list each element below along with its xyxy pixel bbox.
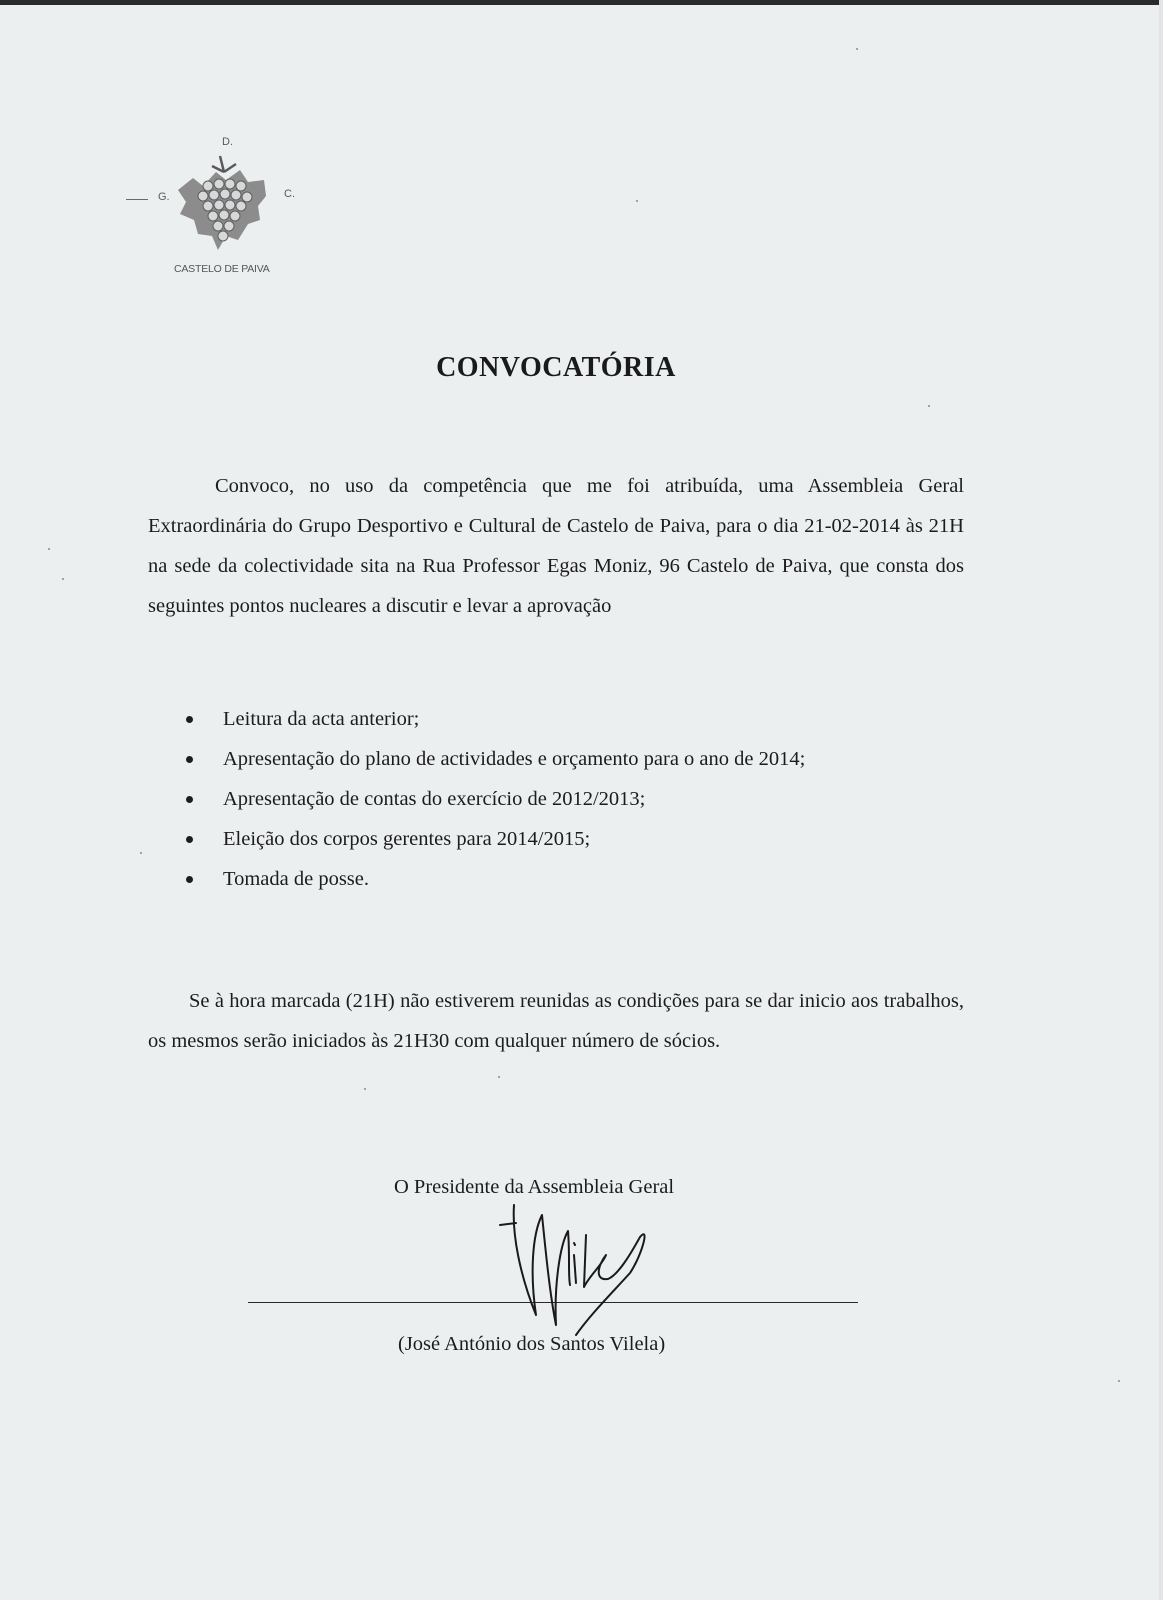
signature-role: O Presidente da Assembleia Geral [394,1176,675,1198]
scan-speck [140,852,142,854]
logo-letter-c: C. [284,188,295,200]
document-title: CONVOCATÓRIA [436,352,676,383]
agenda-item-text: Eleição dos corpos gerentes para 2014/2015; [223,828,591,850]
scan-speck [856,48,858,50]
agenda-item-text: Tomada de posse. [223,868,370,890]
agenda-list [186,699,805,899]
agenda-item-text: Apresentação do plano de actividades e orçamento para o ano de 2014; [223,748,806,770]
logo-dash [126,199,148,200]
intro-paragraph: Convoco, no uso da competência que me foi atribuída, uma Assembleia Geral Extraordinária do Grupo Desportivo e Cultural de Castelo de Paiva, para o dia 21-02-2014 às 21H na sede da colectividade sita na Rua Professor Egas Moniz, 96 Castelo de Paiva, que consta dos seguintes pontos nucleares a discutir e levar a aprovação [148,475,964,617]
scan-speck [928,405,930,407]
closing-paragraph: Se à hora marcada (21H) não estiverem reunidas as condições para se dar inicio aos trabalhos, os mesmos serão iniciados às 21H30 com qualquer número de sócios. [148,990,964,1052]
scan-speck [62,578,64,580]
logo-caption: CASTELO DE PAIVA [174,263,270,275]
bullet-icon [186,756,193,763]
scan-speck [364,1088,366,1090]
logo-letter-d: D. [222,136,233,148]
bullet-icon [186,876,193,883]
list-item [186,859,805,899]
grape-cluster-icon [168,150,278,260]
agenda-item-text: Apresentação de contas do exercício de 2012/2013; [223,788,646,810]
scan-top-edge [0,0,1163,5]
bullet-icon [186,796,193,803]
bullet-icon [186,836,193,843]
handwritten-signature [490,1195,680,1355]
scan-right-edge [1159,0,1163,1600]
list-item [186,819,805,859]
scan-speck [1118,1380,1120,1382]
bullet-icon [186,716,193,723]
scan-speck [498,1076,500,1078]
logo-letter-g: G. [158,191,170,203]
list-item [186,739,805,779]
scan-speck [636,200,638,202]
list-item [186,779,805,819]
agenda-item-text: Leitura da acta anterior; [223,708,420,730]
list-item [186,699,805,739]
signatory-name: (José António dos Santos Vilela) [398,1333,666,1355]
club-logo [118,128,304,288]
scan-speck [48,548,50,550]
